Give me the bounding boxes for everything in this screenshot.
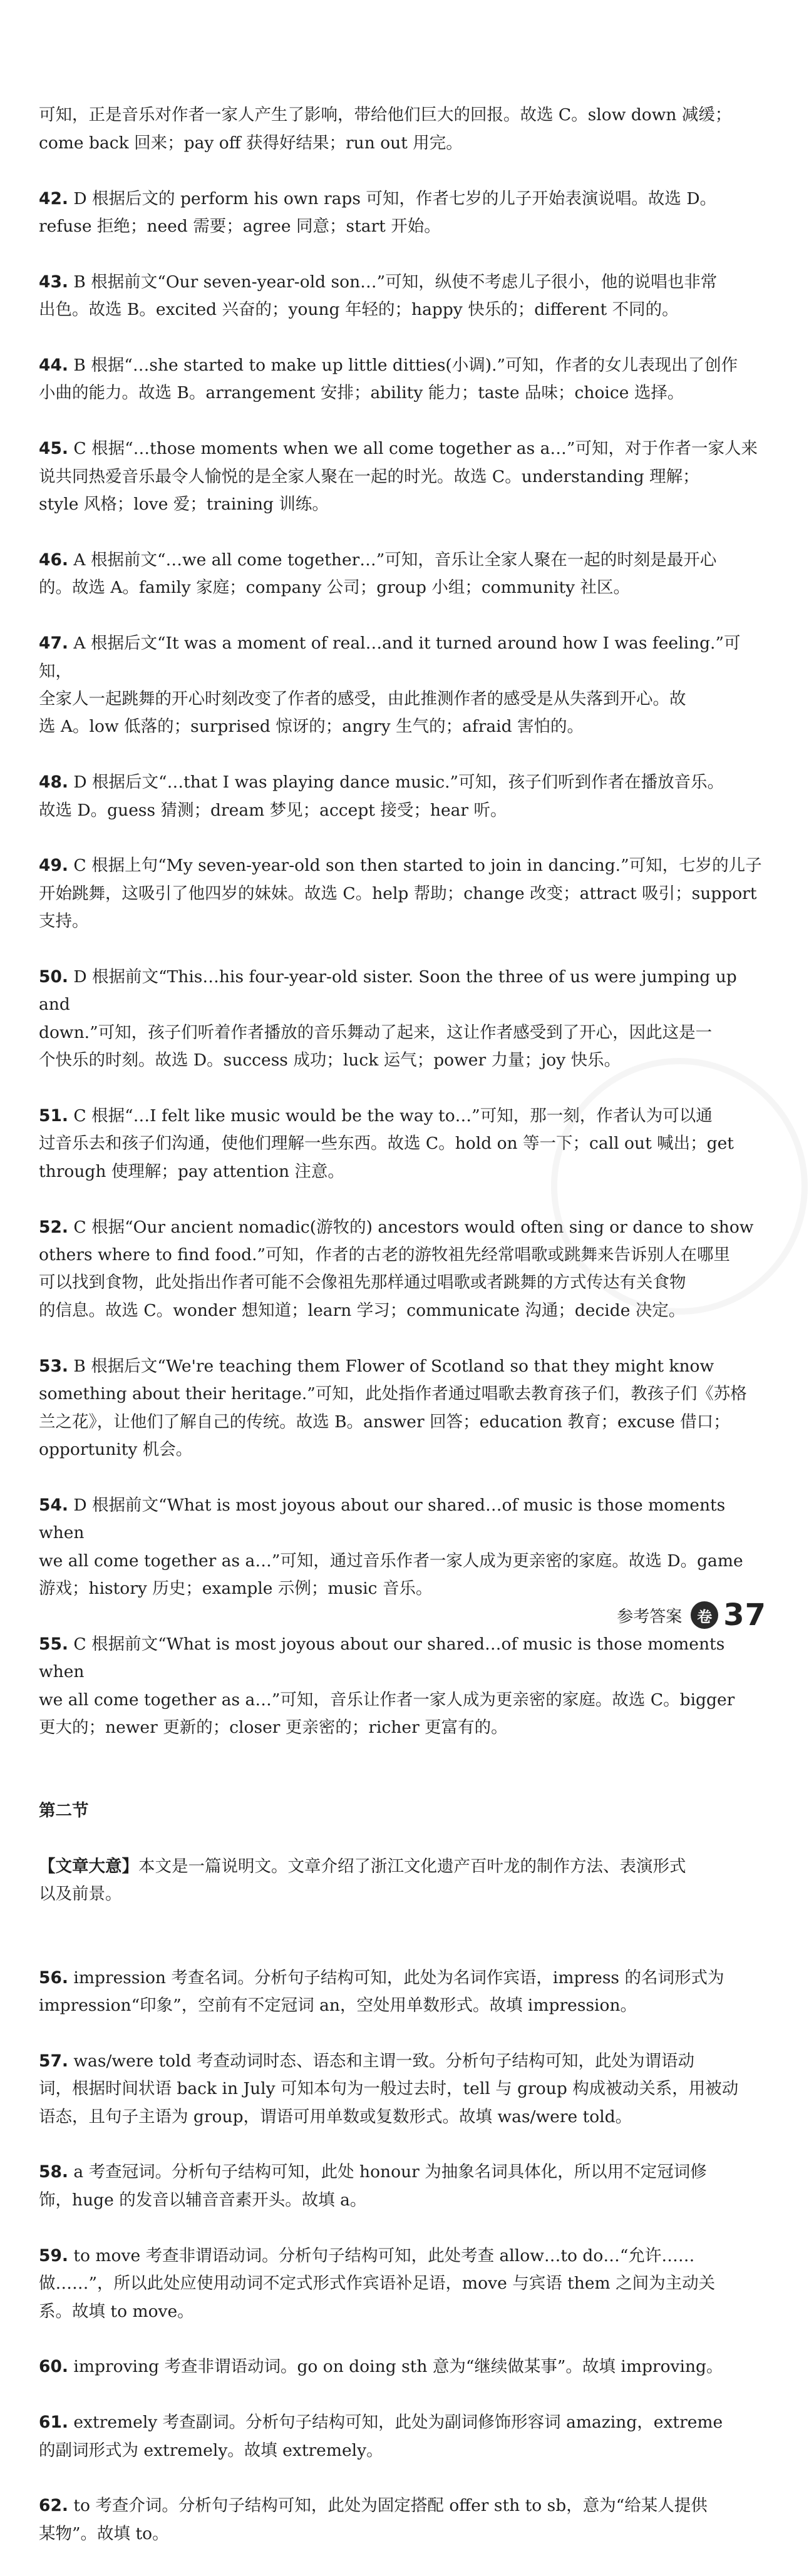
item-number: 43. bbox=[39, 272, 68, 292]
item-number: 62. bbox=[39, 2496, 68, 2516]
answer-item-56 bbox=[39, 1964, 765, 2020]
item-text: was/were told 考查动词时态、语态和主谓一致。分析句子结构可知，此处为谓语动 词，根据时间状语 back in July 可知本句为一般过去时，tell 与 group 构成被动关系，用被动 语态，且句子主语为 group，谓语可用单数或复数形式。故填 was/were told。 bbox=[39, 2051, 739, 2127]
item-text: impression 考查名词。分析句子结构可知，此处为名词作宾语，impress 的名词形式为 impression“印象”，空前有不定冠词 an，空处用单数形式。故填 impression。 bbox=[39, 1968, 724, 2016]
item-text: D 根据前文“What is most joyous about our shared…of music is those moments when we all come together as a…”可知，通过音乐作者一家人成为更亲密的家庭。故选 D。game 游戏；history 历史；example 示例；music 音乐。 bbox=[39, 1495, 743, 1598]
item-text: D 根据前文“This…his four-year-old sister. Soon the three of us were jumping up and down.”可知，孩子们听着作者播放的音乐舞动了起来，这让作者感受到了开心，因此这是一 个快乐的时刻。故选 D。success 成功；luck 运气；power 力量；joy 快乐。 bbox=[39, 967, 737, 1070]
item-number: 51. bbox=[39, 1106, 68, 1126]
answer-item-53 bbox=[39, 1353, 765, 1464]
item-text: to move 考查非谓语动词。分析句子结构可知，此处考查 allow…to do…“允许…… 做……”，所以此处应使用动词不定式形式作宾语补足语，move 与宾语 them 之间为主动关 系。故填 to move。 bbox=[39, 2245, 716, 2321]
footer-label: 参考答案 bbox=[617, 1607, 683, 1626]
item-number: 54. bbox=[39, 1495, 68, 1515]
item-number: 58. bbox=[39, 2162, 68, 2182]
answer-item-58 bbox=[39, 2158, 765, 2214]
item-text: B 根据“…she started to make up little ditties(小调).”可知，作者的女儿表现出了创作 小曲的能力。故选 B。arrangement 安排；ability 能力；taste 品味；choice 选择。 bbox=[39, 356, 738, 403]
answer-item-61 bbox=[39, 2409, 765, 2465]
item-number: 50. bbox=[39, 967, 68, 987]
item-text: A 根据前文“…we all come together…”可知，音乐让全家人聚在一起的时刻是最开心 的。故选 A。family 家庭；company 公司；group 小组；community 社区。 bbox=[39, 550, 717, 598]
item-text: C 根据“…those moments when we all come together as a…”可知，对于作者一家人来 说共同热爱音乐最令人愉悦的是全家人聚在一起的时光。故选 C。understanding 理解； style 风格；love 爱；training 训练。 bbox=[39, 439, 758, 515]
page-footer bbox=[617, 1598, 766, 1633]
item-number: 61. bbox=[39, 2413, 68, 2433]
item-number: 56. bbox=[39, 1968, 68, 1988]
item-number: 49. bbox=[39, 856, 68, 876]
summary-text: 本文是一篇说明文。文章介绍了浙江文化遗产百叶龙的制作方法、表演形式 以及前景。 bbox=[39, 1857, 686, 1904]
answer-item-57 bbox=[39, 2048, 765, 2131]
item-number: 47. bbox=[39, 634, 68, 654]
item-number: 52. bbox=[39, 1217, 68, 1237]
answer-item-51 bbox=[39, 1102, 765, 1186]
footer-badge-icon: 卷 bbox=[691, 1601, 718, 1629]
item-text: D 根据后文的 perform his own raps 可知，作者七岁的儿子开始表演说唱。故选 D。 refuse 拒绝；need 需要；agree 同意；start 开始。 bbox=[39, 188, 717, 237]
answer-item-44 bbox=[39, 352, 765, 408]
answer-item-47 bbox=[39, 630, 765, 741]
item-text: D 根据后文“…that I was playing dance music.”可知，孩子们听到作者在播放音乐。 故选 D。guess 猜测；dream 梦见；accept 接受；hear 听。 bbox=[39, 772, 724, 820]
item-number: 55. bbox=[39, 1634, 68, 1654]
item-number: 60. bbox=[39, 2357, 68, 2377]
item-number: 53. bbox=[39, 1356, 68, 1376]
item-text: C 根据“…I felt like music would be the way to…”可知，那一刻，作者认为可以通 过音乐去和孩子们沟通，使他们理解一些东西。故选 C。hold on 等一下；call out 喊出；get through 使理解；pay attention 注意。 bbox=[39, 1106, 734, 1181]
item-number: 45. bbox=[39, 439, 68, 459]
answer-item-49 bbox=[39, 852, 765, 935]
answer-item-43 bbox=[39, 269, 765, 324]
answer-item-46 bbox=[39, 547, 765, 602]
answer-item-50 bbox=[39, 963, 765, 1075]
item-number: 57. bbox=[39, 2051, 68, 2071]
answer-item-48 bbox=[39, 769, 765, 824]
answer-item-45 bbox=[39, 435, 765, 518]
item-text: to 考查介词。分析句子结构可知，此处为固定搭配 offer sth to sb，意为“给某人提供 某物”。故填 to。 bbox=[39, 2496, 708, 2543]
item-text: C 根据上句“My seven-year-old son then started to join in dancing.”可知，七岁的儿子 开始跳舞，这吸引了他四岁的妹妹。故选 C。help 帮助；change 改变；attract 吸引；support 支持。 bbox=[39, 856, 762, 931]
item-text: C 根据“Our ancient nomadic(游牧的) ancestors would often sing or dance to show others where to find food.”可知，作者的古老的游牧祖先经常唱歌或跳舞来告诉别人在哪里 可以找到食物，此处指出作者可能不会像祖先那样通过唱歌或者跳舞的方式传达有关食物 的信息。故选 C。wonder 想知道；learn 学习；communicate 沟通；decide 决定。 bbox=[39, 1217, 754, 1320]
page-number: 37 bbox=[723, 1598, 766, 1633]
section-title: 第二节 bbox=[39, 1801, 89, 1821]
item-text: B 根据前文“Our seven-year-old son…”可知，纵使不考虑儿子很小，他的说唱也非常 出色。故选 B。excited 兴奋的；young 年轻的；happy 快乐的；different 不同的。 bbox=[39, 272, 718, 320]
item-text: A 根据后文“It was a moment of real…and it turned around how I was feeling.”可知， 全家人一起跳舞的开心时刻改变了作者的感受，由此推测作者的感受是从失落到开心。故 选 A。low 低落的；surprised 惊讶的；angry 生气的；afraid 害怕的。 bbox=[39, 634, 741, 737]
answer-content bbox=[39, 74, 765, 2576]
answer-item-54 bbox=[39, 1492, 765, 1603]
item-number: 46. bbox=[39, 550, 68, 570]
summary-tag: 【文章大意】 bbox=[39, 1857, 138, 1876]
article-summary bbox=[39, 1853, 765, 1909]
answer-item-42 bbox=[39, 185, 765, 241]
paragraph-continued bbox=[39, 101, 765, 157]
item-text: B 根据后文“We're teaching them Flower of Scotland so that they might know something about their heritage.”可知，此处指作者通过唱歌去教育孩子们，教孩子们《苏格 兰之花》，让他们了解自己的传统。故选 B。answer 回答；education 教育；excuse 借口； opportunity 机会。 bbox=[39, 1356, 747, 1459]
item-number: 48. bbox=[39, 772, 68, 793]
item-text: a 考查冠词。分析句子结构可知，此处 honour 为抽象名词具体化，所以用不定冠词修 饰，huge 的发音以辅音音素开头。故填 a。 bbox=[39, 2162, 707, 2210]
item-number: 42. bbox=[39, 188, 68, 208]
answer-item-52 bbox=[39, 1214, 765, 1325]
item-text: improving 考查非谓语动词。go on doing sth 意为“继续做某事”。故填 improving。 bbox=[68, 2357, 723, 2377]
answer-item-59 bbox=[39, 2242, 765, 2326]
answer-item-60 bbox=[39, 2353, 765, 2381]
answer-item-55 bbox=[39, 1631, 765, 1742]
answer-item-62 bbox=[39, 2492, 765, 2548]
item-number: 59. bbox=[39, 2245, 68, 2266]
item-text: extremely 考查副词。分析句子结构可知，此处为副词修饰形容词 amazing，extreme 的副词形式为 extremely。故填 extremely。 bbox=[39, 2413, 723, 2460]
paragraph-text: 可知，正是音乐对作者一家人产生了影响，带给他们巨大的回报。故选 C。slow down 减缓； come back 回来；pay off 获得好结果；run out 用完。 bbox=[39, 105, 732, 153]
item-text: C 根据前文“What is most joyous about our shared…of music is those moments when we all come together as a…”可知，音乐让作者一家人成为更亲密的家庭。故选 C。bigger 更大的；newer 更新的；closer 更亲密的；richer 更富有的。 bbox=[39, 1634, 735, 1737]
item-number: 44. bbox=[39, 356, 68, 376]
